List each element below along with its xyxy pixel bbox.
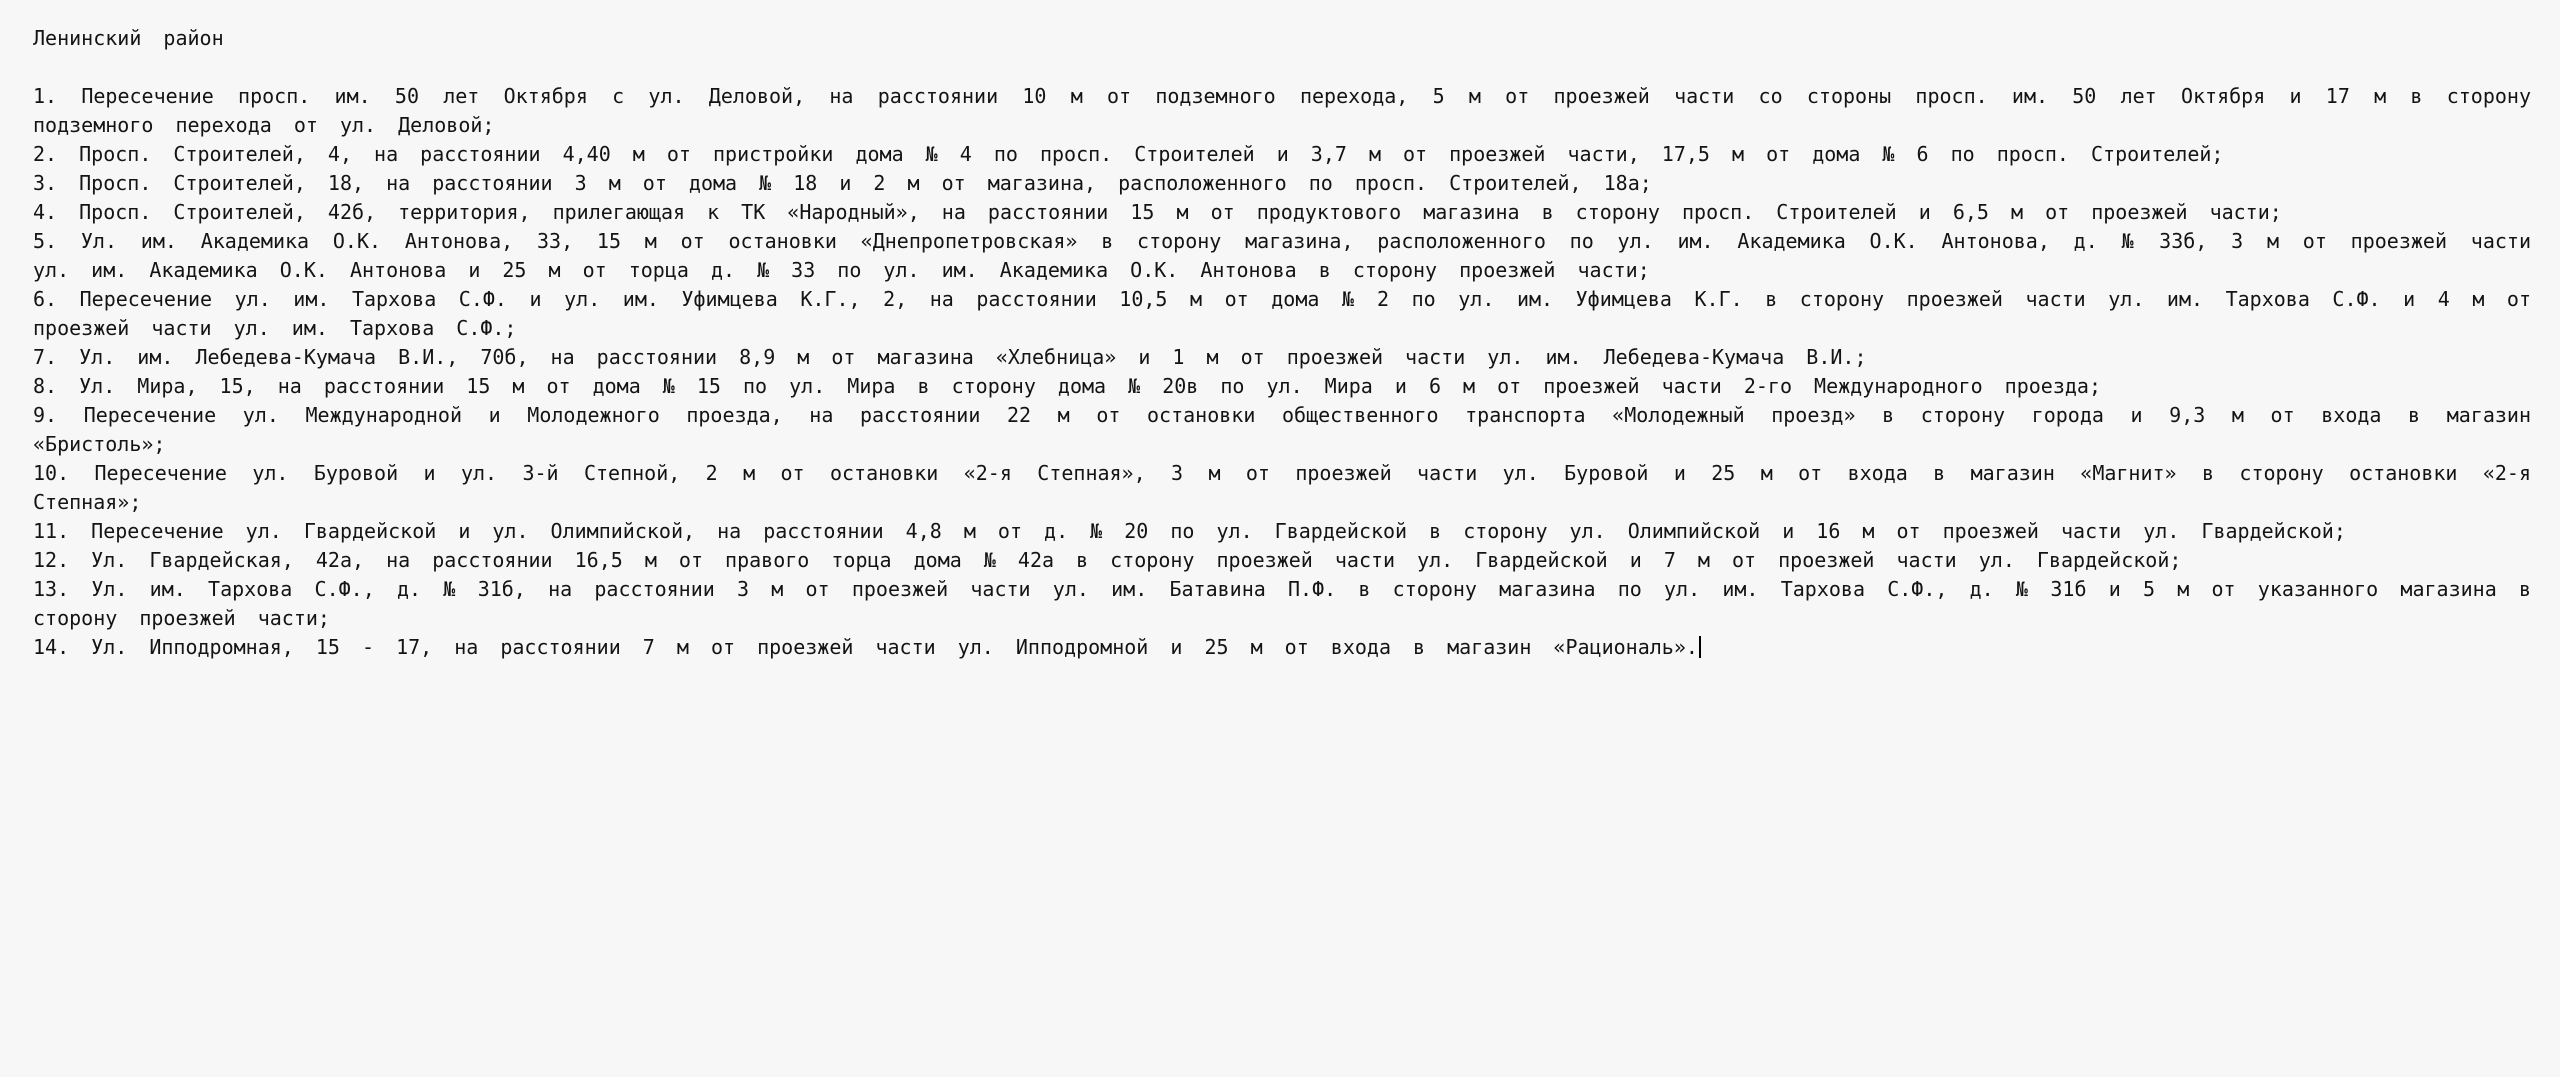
list-item-7: 7. Ул. им. Лебедева-Кумача В.И., 70б, на расстоянии 8,9 м от магазина «Хлебница» и 1 м от проезжей части ул. им. Лебедева-Кумача В.И.; [33,345,1867,369]
list-item-2: 2. Просп. Строителей, 4, на расстоянии 4,40 м от пристройки дома № 4 по просп. Строителей и 3,7 м от проезжей части, 17,5 м от дома № 6 по просп. Строителей; [33,142,2224,166]
document-title: Ленинский район [33,26,224,50]
list-item-6: 6. Пересечение ул. им. Тархова С.Ф. и ул. им. Уфимцева К.Г., 2, на расстоянии 10,5 м от дома № 2 по ул. им. Уфимцева К.Г. в сторону проезжей части ул. им. Тархова С.Ф. и 4 м от проезжей части ул. им. Тархова С.Ф.; [33,287,2531,340]
list-item-10: 10. Пересечение ул. Буровой и ул. 3-й Степной, 2 м от остановки «2-я Степная», 3 м от проезжей части ул. Буровой и 25 м от входа в магазин «Магнит» в сторону остановки «2-я Степная»; [33,461,2531,514]
list-item-9: 9. Пересечение ул. Международной и Молодежного проезда, на расстоянии 22 м от остановки общественного транспорта «Молодежный проезд» в сторону города и 9,3 м от входа в магазин «Бристоль»; [33,403,2531,456]
list-item-4: 4. Просп. Строителей, 42б, территория, прилегающая к ТК «Народный», на расстоянии 15 м от продуктового магазина в сторону просп. Строителей и 6,5 м от проезжей части; [33,200,2282,224]
list-item-14: 14. Ул. Ипподромная, 15 - 17, на расстоянии 7 м от проезжей части ул. Ипподромной и 25 м от входа в магазин «Рациональ». [33,633,2531,662]
text-cursor [1699,636,1701,658]
list-item-5: 5. Ул. им. Академика О.К. Антонова, 33, 15 м от остановки «Днепропетровская» в сторону магазина, расположенного по ул. им. Академика О.К. Антонова, д. № 33б, 3 м от проезжей части ул. им. Академика О.К. Антонова и 25 м от торца д. № 33 по ул. им. Академика О.К. Антонова в сторону проезжей части; [33,229,2531,282]
list-item-11: 11. Пересечение ул. Гвардейской и ул. Олимпийской, на расстоянии 4,8 м от д. № 20 по ул. Гвардейской в сторону ул. Олимпийской и 16 м от проезжей части ул. Гвардейской; [33,519,2346,543]
list-item-8: 8. Ул. Мира, 15, на расстоянии 15 м от дома № 15 по ул. Мира в сторону дома № 20в по ул. Мира и 6 м от проезжей части 2-го Международного проезда; [33,374,2101,398]
list-item-1: 1. Пересечение просп. им. 50 лет Октября с ул. Деловой, на расстоянии 10 м от подземного перехода, 5 м от проезжей части со стороны просп. им. 50 лет Октября и 17 м в сторону подземного перехода от ул. Деловой; [33,84,2531,137]
list-item-12: 12. Ул. Гвардейская, 42а, на расстоянии 16,5 м от правого торца дома № 42а в сторону проезжей части ул. Гвардейской и 7 м от проезжей части ул. Гвардейской; [33,548,2182,572]
district-points-list [33,82,2531,662]
list-item-13: 13. Ул. им. Тархова С.Ф., д. № 31б, на расстоянии 3 м от проезжей части ул. им. Батавина П.Ф. в сторону магазина по ул. им. Тархова С.Ф., д. № 31б и 5 м от указанного магазина в сторону проезжей части; [33,577,2531,630]
list-item-3: 3. Просп. Строителей, 18, на расстоянии 3 м от дома № 18 и 2 м от магазина, расположенного по просп. Строителей, 18а; [33,171,1652,195]
